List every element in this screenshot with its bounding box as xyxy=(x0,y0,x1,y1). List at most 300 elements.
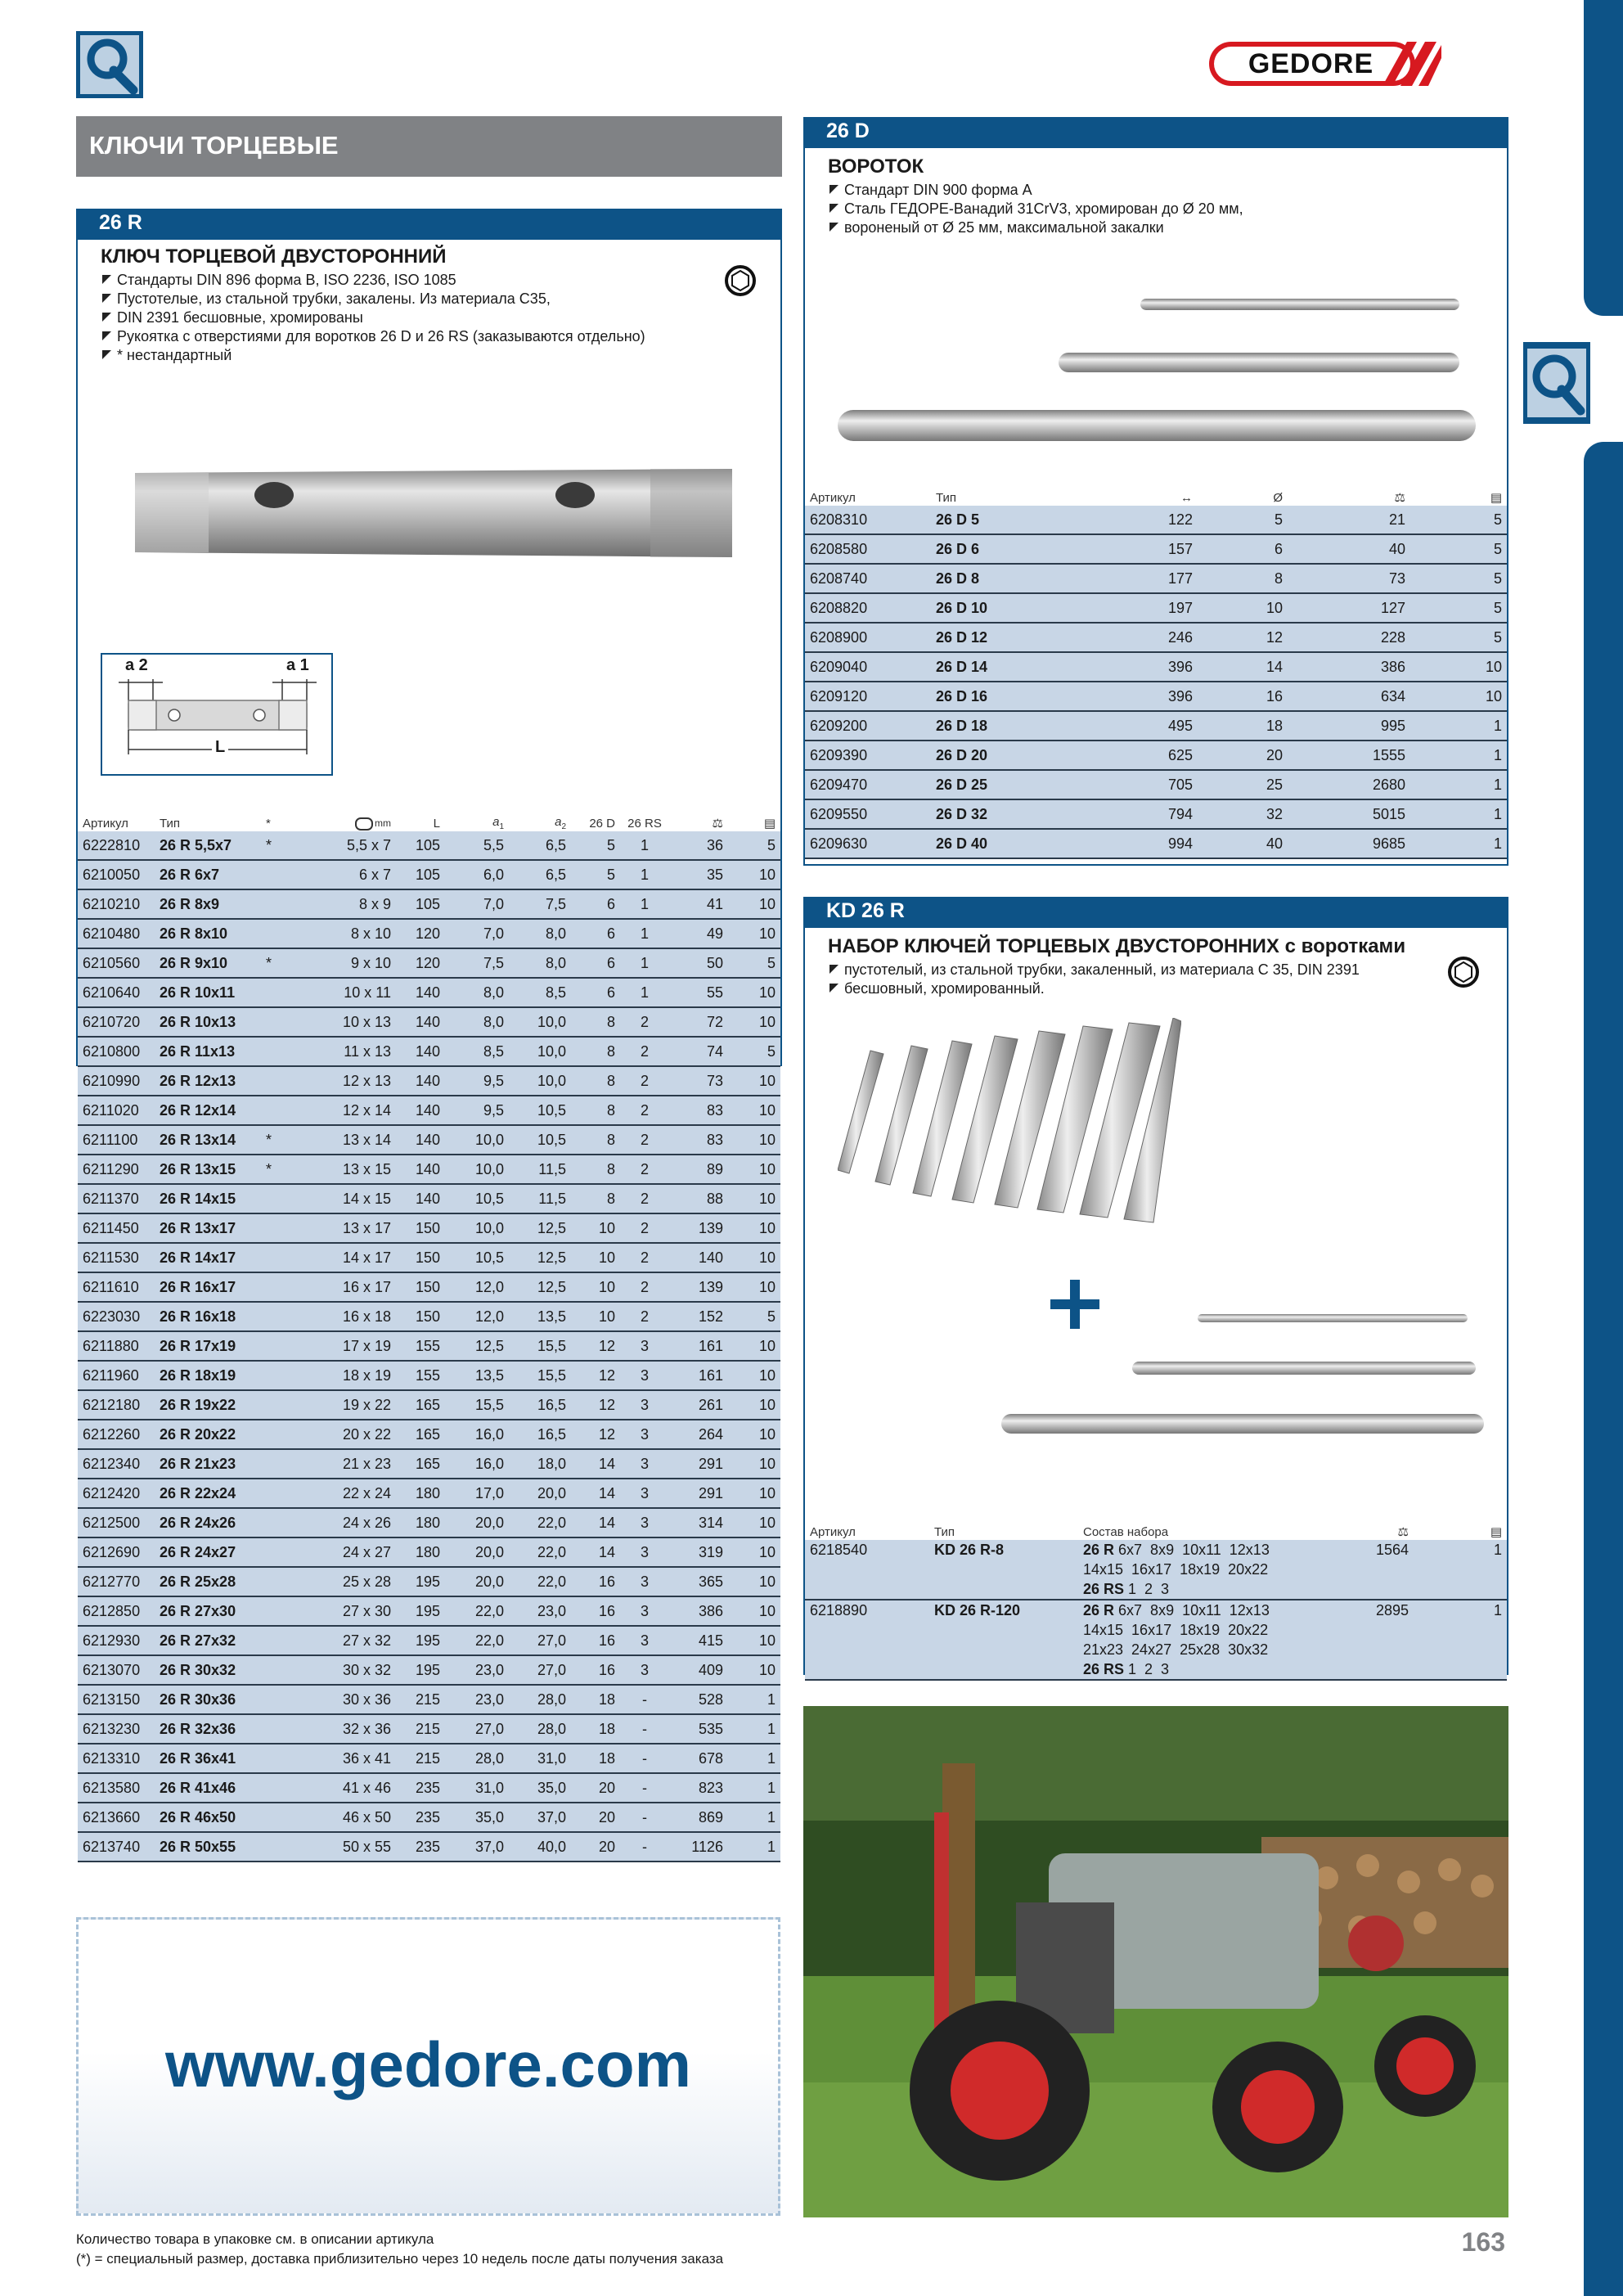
cell-26d: 6 xyxy=(571,948,620,978)
cell-a1: 23,0 xyxy=(445,1685,509,1714)
cell-type: 26 R 13x17 xyxy=(155,1213,261,1243)
cell-26d: 6 xyxy=(571,919,620,948)
col-header-type: Тип xyxy=(155,815,261,831)
cell-diameter: 32 xyxy=(1198,799,1288,829)
side-tab-top xyxy=(1584,0,1623,316)
cell-26rs: 2 xyxy=(620,1213,669,1243)
cell-type: 26 R 36x41 xyxy=(155,1744,261,1773)
cell-article: 6223030 xyxy=(78,1302,155,1331)
cell-special xyxy=(261,1096,294,1125)
table-row xyxy=(78,1066,780,1096)
table-row xyxy=(78,1155,780,1184)
cell-length: 177 xyxy=(1078,564,1198,593)
cell-26d: 8 xyxy=(571,1066,620,1096)
cell-size: 13 x 15 xyxy=(294,1155,396,1184)
cell-weight: 634 xyxy=(1288,682,1410,711)
table-row xyxy=(78,1744,780,1773)
cell-size: 19 x 22 xyxy=(294,1390,396,1420)
cell-26d: 14 xyxy=(571,1508,620,1537)
cell-pack: 5 xyxy=(728,948,780,978)
cell-length: 150 xyxy=(396,1272,445,1302)
cell-size: 12 x 13 xyxy=(294,1066,396,1096)
cell-special xyxy=(261,1272,294,1302)
side-tab-bottom xyxy=(1584,442,1623,2296)
cell-pack: 10 xyxy=(728,1184,780,1213)
cell-a1: 7,0 xyxy=(445,889,509,919)
footer-note-2: (*) = специальный размер, доставка приблизительно через 10 недель после даты получения заказа xyxy=(76,2251,724,2267)
cell-a2: 13,5 xyxy=(509,1302,571,1331)
feature-item: пустотелый, из стальной трубки, закаленный, из материала С 35, DIN 2391 xyxy=(828,961,1466,979)
cell-a2: 20,0 xyxy=(509,1479,571,1508)
cell-article: 6218890 xyxy=(805,1600,929,1680)
cell-length: 396 xyxy=(1078,652,1198,682)
cell-pack: 10 xyxy=(728,1331,780,1361)
cell-type: 26 R 10x11 xyxy=(155,978,261,1007)
cell-26rs: 2 xyxy=(620,1037,669,1066)
cell-contents xyxy=(1078,1540,1340,1600)
cell-pack: 10 xyxy=(728,1361,780,1390)
cell-article: 6208740 xyxy=(805,564,931,593)
cell-type: 26 R 10x13 xyxy=(155,1007,261,1037)
cell-article: 6210210 xyxy=(78,889,155,919)
cell-article: 6208580 xyxy=(805,534,931,564)
cell-type: 26 R 46x50 xyxy=(155,1803,261,1832)
cell-type: 26 R 8x10 xyxy=(155,919,261,948)
col-header-a2: $a_2$ xyxy=(509,815,571,831)
table-row xyxy=(78,1596,780,1626)
cell-weight: 314 xyxy=(669,1508,728,1537)
cell-pack: 10 xyxy=(728,860,780,889)
cell-a1: 8,5 xyxy=(445,1037,509,1066)
cell-pack: 10 xyxy=(728,1243,780,1272)
table-row xyxy=(78,889,780,919)
cell-article: 6218540 xyxy=(805,1540,929,1600)
table-row xyxy=(78,1125,780,1155)
cell-a2: 12,5 xyxy=(509,1243,571,1272)
cell-a2: 16,5 xyxy=(509,1420,571,1449)
feature-item: Стандарт DIN 900 форма A xyxy=(828,181,1482,200)
cell-26d: 8 xyxy=(571,1007,620,1037)
cell-26d: 20 xyxy=(571,1832,620,1862)
cell-a2: 10,0 xyxy=(509,1007,571,1037)
cell-a2: 15,5 xyxy=(509,1331,571,1361)
cell-size: 24 x 27 xyxy=(294,1537,396,1567)
cell-pack: 5 xyxy=(1410,564,1507,593)
table-row xyxy=(78,1773,780,1803)
product-code-bar-26d xyxy=(803,117,1508,146)
contents-line-text: 21x23 24x27 25x28 30x32 xyxy=(1083,1641,1269,1658)
cell-article: 6222810 xyxy=(78,831,155,860)
cell-special xyxy=(261,1213,294,1243)
cell-diameter: 6 xyxy=(1198,534,1288,564)
col-header-size xyxy=(294,815,396,831)
cell-length: 195 xyxy=(396,1596,445,1626)
cell-length: 140 xyxy=(396,1184,445,1213)
dimension-label-L: L xyxy=(212,738,228,757)
cell-26d: 16 xyxy=(571,1567,620,1596)
cell-type: 26 R 16x17 xyxy=(155,1272,261,1302)
cell-special xyxy=(261,1744,294,1773)
table-row xyxy=(78,1361,780,1390)
cell-26rs: 1 xyxy=(620,919,669,948)
cell-26rs: 3 xyxy=(620,1567,669,1596)
cell-diameter: 12 xyxy=(1198,623,1288,652)
cell-length: 155 xyxy=(396,1331,445,1361)
cell-article: 6213230 xyxy=(78,1714,155,1744)
product-table-26r xyxy=(78,815,780,1862)
data-table xyxy=(78,815,780,1862)
cell-26d: 8 xyxy=(571,1125,620,1155)
contents-line-bold: 26 R xyxy=(1083,1542,1115,1558)
product-code: KD 26 R xyxy=(826,899,905,922)
cell-size: 32 x 36 xyxy=(294,1714,396,1744)
cell-a2: 18,0 xyxy=(509,1449,571,1479)
cell-26rs: 2 xyxy=(620,1096,669,1125)
hexagon-icon xyxy=(724,264,757,297)
cell-length: 150 xyxy=(396,1243,445,1272)
cell-special xyxy=(261,1184,294,1213)
cell-a2: 28,0 xyxy=(509,1714,571,1744)
feature-list xyxy=(828,961,1466,998)
table-row xyxy=(78,1832,780,1862)
cell-weight: 21 xyxy=(1288,506,1410,534)
cell-length: 155 xyxy=(396,1361,445,1390)
cell-length: 235 xyxy=(396,1803,445,1832)
cell-26rs: - xyxy=(620,1714,669,1744)
col-header-article: Артикул xyxy=(78,815,155,831)
cell-weight: 73 xyxy=(669,1066,728,1096)
cell-article: 6212420 xyxy=(78,1479,155,1508)
col-header-pack xyxy=(1410,489,1507,506)
cell-pack: 10 xyxy=(728,1096,780,1125)
cell-length: 215 xyxy=(396,1744,445,1773)
ring-spanner-icon xyxy=(355,817,373,831)
cell-pack: 1 xyxy=(1410,741,1507,770)
cell-article: 6209630 xyxy=(805,829,931,858)
cell-size: 9 x 10 xyxy=(294,948,396,978)
table-row xyxy=(78,1508,780,1537)
cell-length: 180 xyxy=(396,1479,445,1508)
product-title: ВОРОТОК xyxy=(828,155,924,178)
cell-a1: 23,0 xyxy=(445,1655,509,1685)
cell-length: 165 xyxy=(396,1449,445,1479)
product-table-kd26r xyxy=(805,1524,1507,1681)
feature-list xyxy=(828,181,1482,237)
cell-special xyxy=(261,1420,294,1449)
cell-diameter: 5 xyxy=(1198,506,1288,534)
cell-weight: 83 xyxy=(669,1096,728,1125)
cell-size: 27 x 30 xyxy=(294,1596,396,1626)
cell-pack: 1 xyxy=(728,1685,780,1714)
website-link[interactable]: www.gedore.com xyxy=(165,2028,691,2100)
cell-pack: 10 xyxy=(1410,682,1507,711)
cell-a2: 8,0 xyxy=(509,948,571,978)
cell-26d: 12 xyxy=(571,1361,620,1390)
cell-length: 140 xyxy=(396,978,445,1007)
cell-a2: 10,5 xyxy=(509,1125,571,1155)
table-row xyxy=(78,1302,780,1331)
cell-article: 6212500 xyxy=(78,1508,155,1537)
cell-pack: 10 xyxy=(728,1626,780,1655)
contents-line xyxy=(1083,1560,1335,1579)
feature-item: Пустотелые, из стальной трубки, закалены. Из материала C35, xyxy=(101,290,722,308)
cell-length: 140 xyxy=(396,1125,445,1155)
cell-size: 27 x 32 xyxy=(294,1626,396,1655)
cell-weight: 40 xyxy=(1288,534,1410,564)
cell-size: 14 x 15 xyxy=(294,1184,396,1213)
cell-26rs: 3 xyxy=(620,1508,669,1537)
cell-diameter: 18 xyxy=(1198,711,1288,741)
cell-a1: 35,0 xyxy=(445,1803,509,1832)
cell-length: 195 xyxy=(396,1567,445,1596)
cell-26d: 16 xyxy=(571,1655,620,1685)
cell-type: 26 D 14 xyxy=(931,652,1078,682)
table-row xyxy=(78,1272,780,1302)
cell-26rs: 3 xyxy=(620,1361,669,1390)
table-header-row xyxy=(805,489,1507,506)
cell-type: 26 R 25x28 xyxy=(155,1567,261,1596)
contents-line-bold: 26 RS xyxy=(1083,1661,1125,1677)
cell-26d: 10 xyxy=(571,1272,620,1302)
cell-article: 6210800 xyxy=(78,1037,155,1066)
cell-a2: 22,0 xyxy=(509,1508,571,1537)
product-title: КЛЮЧ ТОРЦЕВОЙ ДВУСТОРОННИЙ xyxy=(101,245,447,268)
cell-weight: 2680 xyxy=(1288,770,1410,799)
cell-type: 26 R 50x55 xyxy=(155,1832,261,1862)
cell-pack: 1 xyxy=(728,1773,780,1803)
table-row xyxy=(805,534,1507,564)
cell-special xyxy=(261,1037,294,1066)
cell-a1: 6,0 xyxy=(445,860,509,889)
table-row xyxy=(78,1685,780,1714)
cell-a1: 27,0 xyxy=(445,1714,509,1744)
cell-type: 26 R 9x10 xyxy=(155,948,261,978)
cell-26rs: 3 xyxy=(620,1596,669,1626)
cell-type: 26 R 11x13 xyxy=(155,1037,261,1066)
cell-weight: 2895 xyxy=(1340,1600,1414,1680)
cell-type: 26 R 14x15 xyxy=(155,1184,261,1213)
section-title: КЛЮЧИ ТОРЦЕВЫЕ xyxy=(89,131,339,160)
cell-special xyxy=(261,860,294,889)
cell-special xyxy=(261,1479,294,1508)
cell-special xyxy=(261,1773,294,1803)
cell-special xyxy=(261,1508,294,1537)
table-row xyxy=(805,770,1507,799)
cell-length: 140 xyxy=(396,1096,445,1125)
cell-size: 12 x 14 xyxy=(294,1096,396,1125)
col-header-pack xyxy=(728,815,780,831)
cell-length: 140 xyxy=(396,1037,445,1066)
cell-a2: 31,0 xyxy=(509,1744,571,1773)
cell-weight: 9685 xyxy=(1288,829,1410,858)
table-row xyxy=(78,1655,780,1685)
col-header-a2-sub: 2 xyxy=(561,822,566,831)
col-header-a1-sub: 1 xyxy=(499,822,504,831)
cell-26d: 18 xyxy=(571,1685,620,1714)
col-header-diameter: Ø xyxy=(1198,489,1288,506)
cell-diameter: 8 xyxy=(1198,564,1288,593)
cell-26rs: 2 xyxy=(620,1272,669,1302)
cell-article: 6212850 xyxy=(78,1596,155,1626)
cell-article: 6209120 xyxy=(805,682,931,711)
cell-diameter: 25 xyxy=(1198,770,1288,799)
cell-type: 26 R 12x14 xyxy=(155,1096,261,1125)
table-row xyxy=(805,682,1507,711)
cell-26d: 8 xyxy=(571,1096,620,1125)
cell-26d: 8 xyxy=(571,1184,620,1213)
cell-special xyxy=(261,1537,294,1567)
table-row xyxy=(78,1420,780,1449)
col-header-article: Артикул xyxy=(805,489,931,506)
cell-26d: 20 xyxy=(571,1773,620,1803)
product-code-bar-kd26r xyxy=(803,897,1508,926)
cell-type: 26 R 20x22 xyxy=(155,1420,261,1449)
feature-item: вороненый от Ø 25 мм, максимальной закалки xyxy=(828,218,1482,237)
cell-weight: 678 xyxy=(669,1744,728,1773)
cell-size: 18 x 19 xyxy=(294,1361,396,1390)
contents-line xyxy=(1083,1600,1335,1620)
table-row xyxy=(78,1243,780,1272)
cell-pack: 10 xyxy=(728,1508,780,1537)
cell-a2: 10,0 xyxy=(509,1037,571,1066)
cell-size: 41 x 46 xyxy=(294,1773,396,1803)
cell-article: 6209390 xyxy=(805,741,931,770)
cell-a2: 11,5 xyxy=(509,1155,571,1184)
cell-26d: 16 xyxy=(571,1596,620,1626)
cell-a1: 17,0 xyxy=(445,1479,509,1508)
cell-length: 120 xyxy=(396,948,445,978)
contents-line-text: 14x15 16x17 18x19 20x22 xyxy=(1083,1622,1269,1638)
cell-length: 235 xyxy=(396,1832,445,1862)
cell-a1: 10,5 xyxy=(445,1184,509,1213)
table-row xyxy=(78,1096,780,1125)
cell-weight: 88 xyxy=(669,1184,728,1213)
cell-26d: 10 xyxy=(571,1243,620,1272)
contents-line xyxy=(1083,1540,1335,1560)
cell-type: 26 R 27x30 xyxy=(155,1596,261,1626)
contents-line-text: 1 2 3 xyxy=(1124,1661,1170,1677)
col-header-weight xyxy=(1288,489,1410,506)
cell-length: 150 xyxy=(396,1302,445,1331)
table-header-row xyxy=(78,815,780,831)
weight-icon: ⚖ xyxy=(1394,491,1405,505)
cell-article: 6208900 xyxy=(805,623,931,652)
cell-size: 25 x 28 xyxy=(294,1567,396,1596)
cell-a1: 7,5 xyxy=(445,948,509,978)
cell-weight: 365 xyxy=(669,1567,728,1596)
cell-length: 140 xyxy=(396,1007,445,1037)
contents-line-text: 6x7 8x9 10x11 12x13 xyxy=(1114,1602,1270,1618)
hexagon-icon xyxy=(1447,956,1480,988)
cell-a2: 8,5 xyxy=(509,978,571,1007)
cell-length: 215 xyxy=(396,1714,445,1744)
cell-a2: 7,5 xyxy=(509,889,571,919)
contents-line xyxy=(1083,1579,1335,1599)
cell-a2: 35,0 xyxy=(509,1773,571,1803)
cell-size: 22 x 24 xyxy=(294,1479,396,1508)
table-row xyxy=(78,1449,780,1479)
contents-line-text: 6x7 8x9 10x11 12x13 xyxy=(1114,1542,1270,1558)
cell-special xyxy=(261,1567,294,1596)
cell-26d: 6 xyxy=(571,978,620,1007)
cell-a2: 37,0 xyxy=(509,1803,571,1832)
table-row xyxy=(78,1007,780,1037)
website-banner xyxy=(76,1917,780,2216)
cell-a1: 9,5 xyxy=(445,1066,509,1096)
cell-type: 26 R 16x18 xyxy=(155,1302,261,1331)
cell-weight: 291 xyxy=(669,1449,728,1479)
table-row xyxy=(78,919,780,948)
cell-size: 50 x 55 xyxy=(294,1832,396,1862)
table-row xyxy=(78,1479,780,1508)
table-row xyxy=(78,1213,780,1243)
table-row xyxy=(805,799,1507,829)
cell-a1: 22,0 xyxy=(445,1626,509,1655)
cell-length: 705 xyxy=(1078,770,1198,799)
cell-length: 120 xyxy=(396,919,445,948)
cell-size: 30 x 36 xyxy=(294,1685,396,1714)
cell-pack: 10 xyxy=(728,1567,780,1596)
cell-26rs: 1 xyxy=(620,948,669,978)
cell-26rs: 3 xyxy=(620,1655,669,1685)
cell-pack: 10 xyxy=(1410,652,1507,682)
cell-26rs: 3 xyxy=(620,1331,669,1361)
contents-line-bold: 26 RS xyxy=(1083,1581,1125,1597)
cell-length: 140 xyxy=(396,1066,445,1096)
cell-special xyxy=(261,1685,294,1714)
col-header-type: Тип xyxy=(931,489,1078,506)
cell-pack: 10 xyxy=(728,1155,780,1184)
cell-article: 6210640 xyxy=(78,978,155,1007)
data-table xyxy=(805,489,1507,859)
col-header-a1: $a_1$ xyxy=(445,815,509,831)
cell-a2: 23,0 xyxy=(509,1596,571,1626)
cell-26rs: 3 xyxy=(620,1537,669,1567)
cell-a2: 11,5 xyxy=(509,1184,571,1213)
feature-item: Сталь ГЕДОРЕ-Ванадий 31CrV3, хромирован до Ø 20 мм, xyxy=(828,200,1482,218)
table-row xyxy=(78,1390,780,1420)
dimension-label-a2: a 2 xyxy=(125,656,148,674)
product-code: 26 D xyxy=(826,119,870,142)
cell-weight: 995 xyxy=(1288,711,1410,741)
cell-26rs: 3 xyxy=(620,1420,669,1449)
table-row xyxy=(805,711,1507,741)
cell-type: 26 D 8 xyxy=(931,564,1078,593)
table-row xyxy=(805,741,1507,770)
cell-a2: 12,5 xyxy=(509,1213,571,1243)
cell-pack: 10 xyxy=(728,978,780,1007)
cell-weight: 161 xyxy=(669,1331,728,1361)
cell-pack: 1 xyxy=(728,1714,780,1744)
cell-article: 6208820 xyxy=(805,593,931,623)
cell-pack: 5 xyxy=(728,1302,780,1331)
cell-a1: 9,5 xyxy=(445,1096,509,1125)
page-number: 163 xyxy=(1461,2227,1505,2257)
cell-type: 26 R 17x19 xyxy=(155,1331,261,1361)
category-icon xyxy=(76,31,143,98)
cell-article: 6211370 xyxy=(78,1184,155,1213)
cell-special xyxy=(261,1626,294,1655)
cell-type: 26 D 20 xyxy=(931,741,1078,770)
cell-article: 6213310 xyxy=(78,1744,155,1773)
cell-pack: 10 xyxy=(728,1213,780,1243)
cell-length: 105 xyxy=(396,889,445,919)
cell-26rs: - xyxy=(620,1803,669,1832)
col-header-pack xyxy=(1414,1524,1507,1540)
cell-weight: 1564 xyxy=(1340,1540,1414,1600)
cell-a1: 12,0 xyxy=(445,1272,509,1302)
cell-26rs: 3 xyxy=(620,1626,669,1655)
